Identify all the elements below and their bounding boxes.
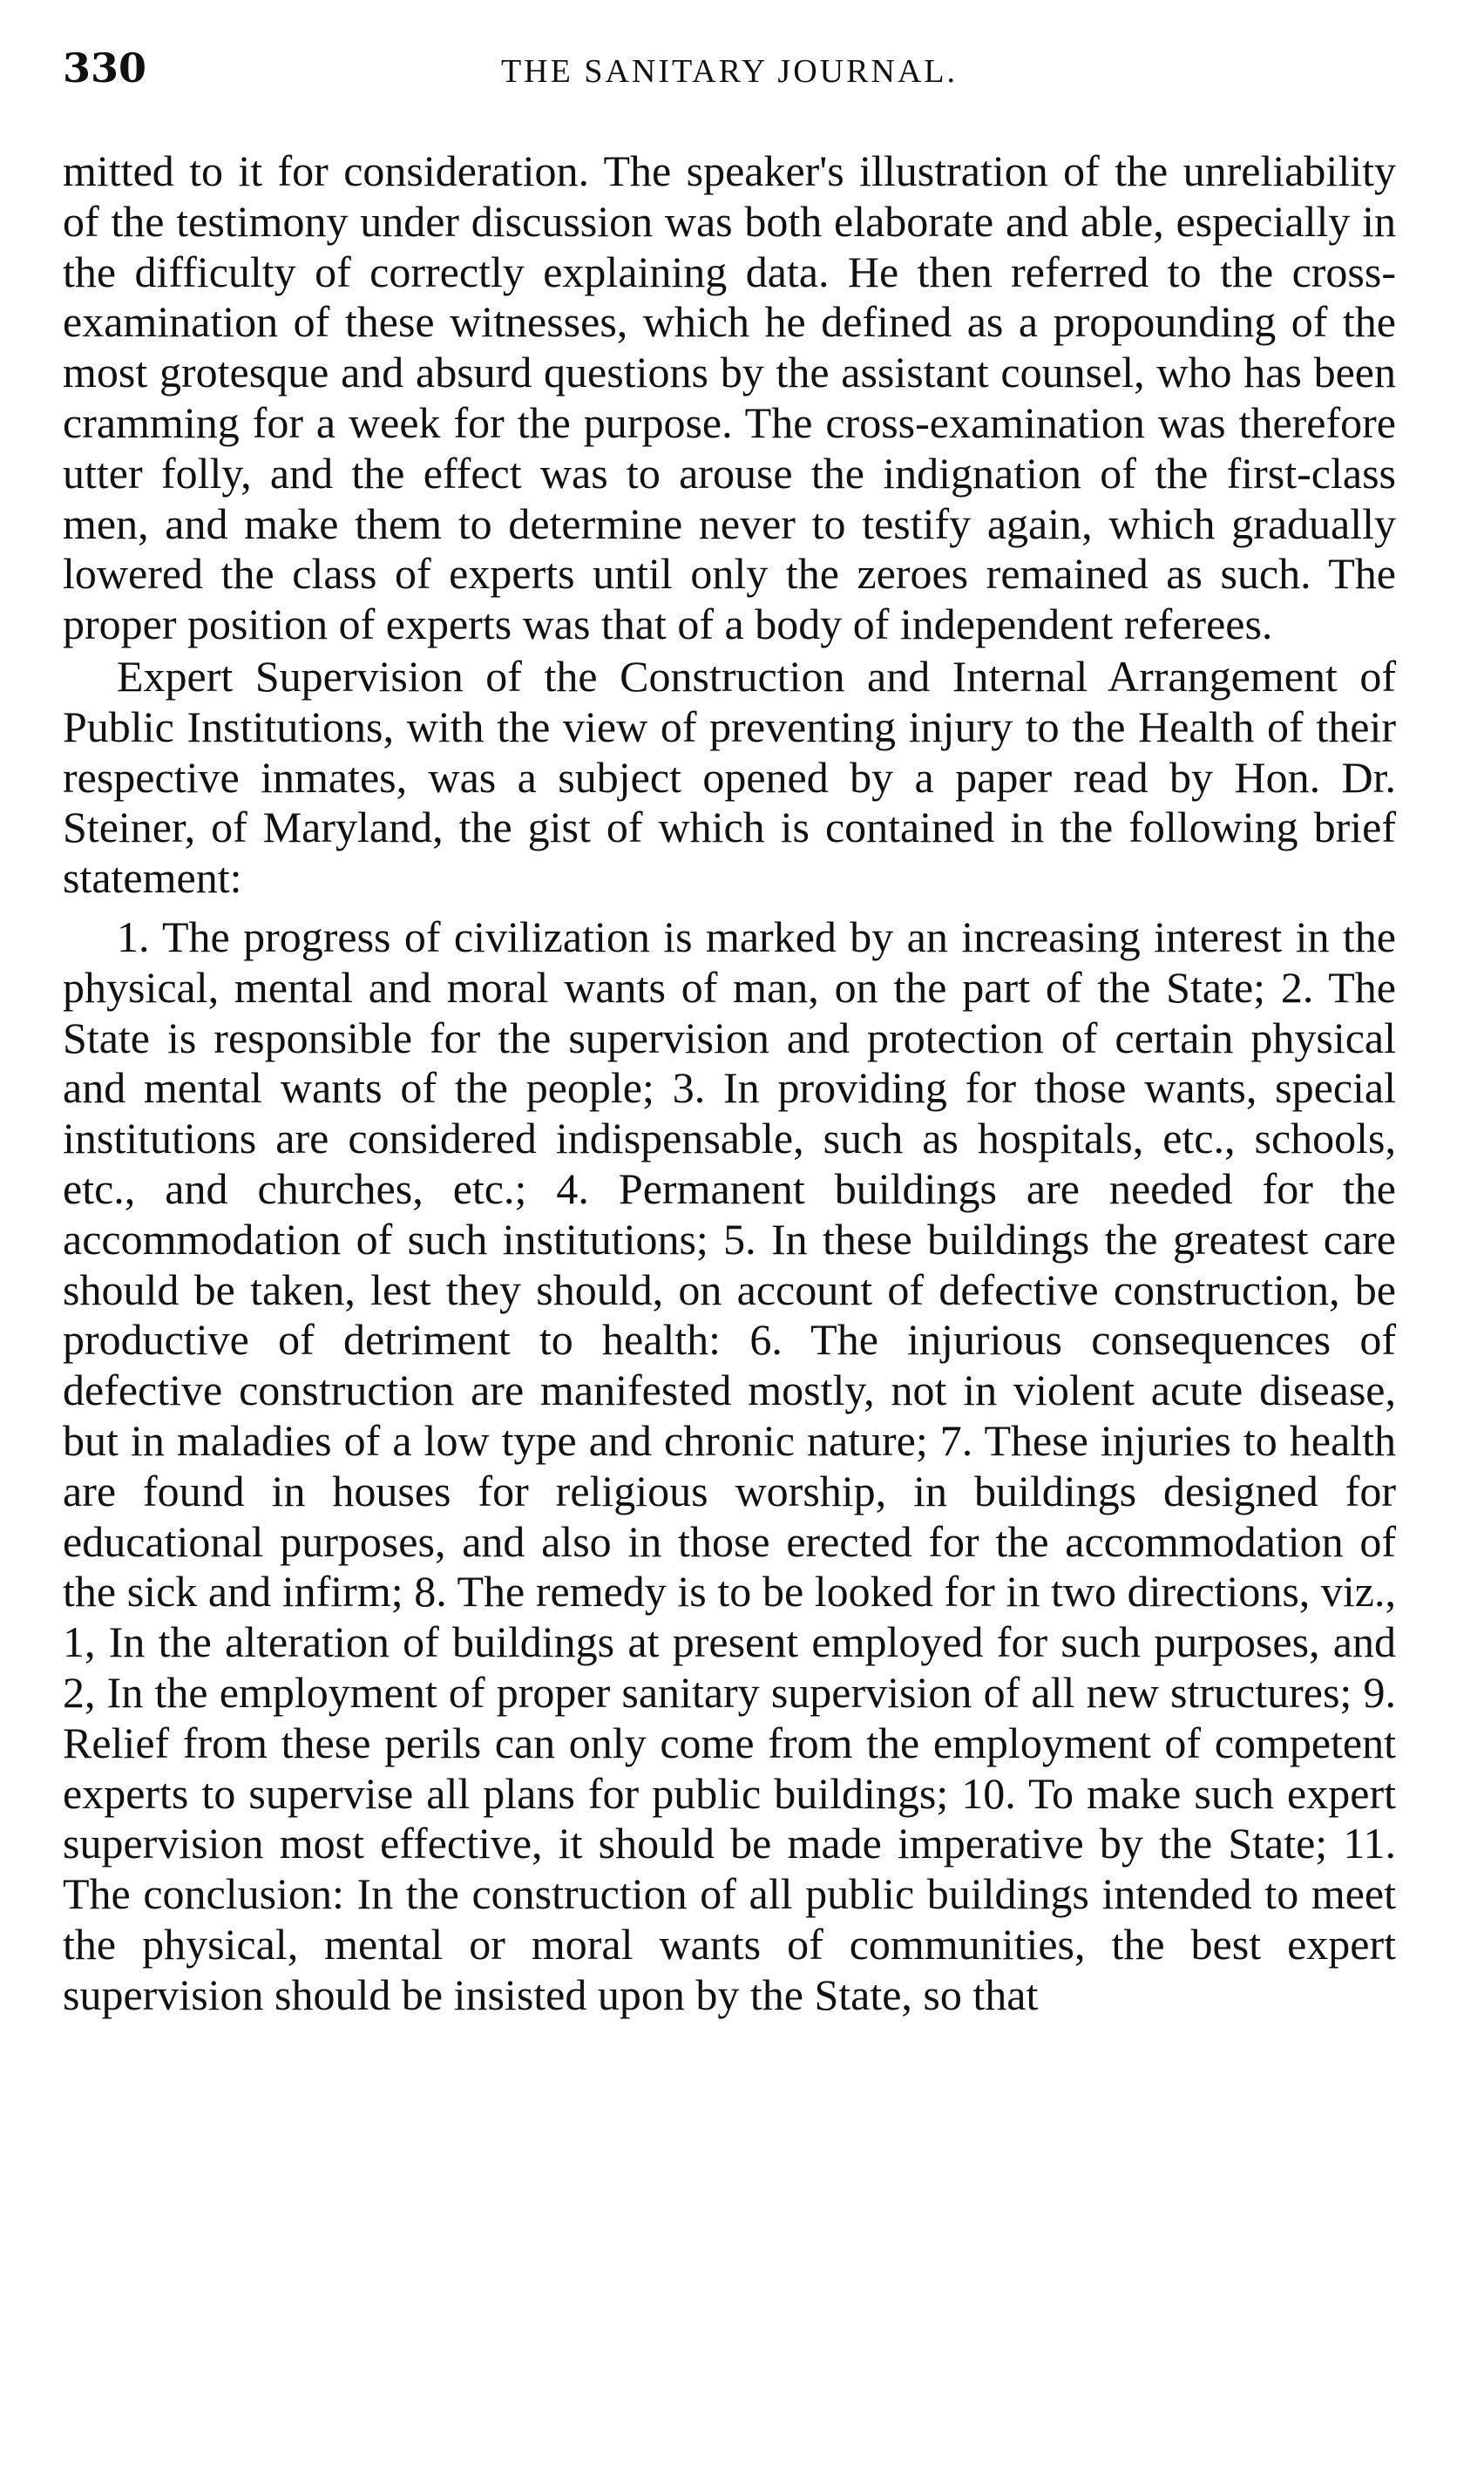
page-number: 330 (63, 44, 147, 92)
running-title: THE SANITARY JOURNAL. (500, 53, 959, 90)
paragraph-expert-supervision: Expert Supervision of the Construction and Internal Arrangement of Public Institutions, with the view of preventing injury to the Health of their respective inmates, was a subject opened by a paper read by Hon. Dr. Steiner, of Maryland, the gist of which is contained in the following brief statement: (63, 651, 1396, 903)
body-text (63, 146, 1396, 2020)
paragraph-continued: mitted to it for consideration. The speaker's illustration of the unreliability of the testimony under discussion was both elaborate and able, especially in the difficulty of correctly explaining data. He then referred to the cross-examination of these witnesses, which he defined as a propounding of the most grotesque and absurd questions by the assistant counsel, who has been cramming for a week for the purpose. The cross-examination was therefore utter folly, and the effect was to arouse the indignation of the first-class men, and make them to determine never to testify again, which gradually lowered the class of experts until only the zeroes remained as such. The proper position of experts was that of a body of independent referees. (63, 146, 1396, 649)
paragraph-numbered-statement: 1. The progress of civilization is marked by an increasing interest in the physical, mental and moral wants of man, on the part of the State; 2. The State is responsible for the supervision and protection of certain physical and mental wants of the people; 3. In providing for those wants, special institutions are considered indispensable, such as hospitals, etc., schools, etc., and churches, etc.; 4. Permanent buildings are needed for the accommodation of such institutions; 5. In these buildings the greatest care should be taken, lest they should, on account of defective construction, be productive of detriment to health: 6. The injurious consequences of defective construction are manifested mostly, not in violent acute disease, but in maladies of a low type and chronic nature; 7. These injuries to health are found in houses for religious worship, in buildings designed for educational purposes, and also in those erected for the accommodation of the sick and infirm; 8. The remedy is to be looked for in two directions, viz., 1, In the alteration of buildings at present employed for such purposes, and 2, In the employment of proper sanitary supervision of all new structures; 9. Relief from these perils can only come from the employment of competent experts to supervise all plans for public buildings; 10. To make such expert supervision most effective, it should be made imperative by the State; 11. The conclusion: In the construction of all public buildings intended to meet the physical, mental or moral wants of communities, the best expert supervision should be insisted upon by the State, so that (63, 912, 1396, 2019)
page-header (63, 42, 1396, 94)
